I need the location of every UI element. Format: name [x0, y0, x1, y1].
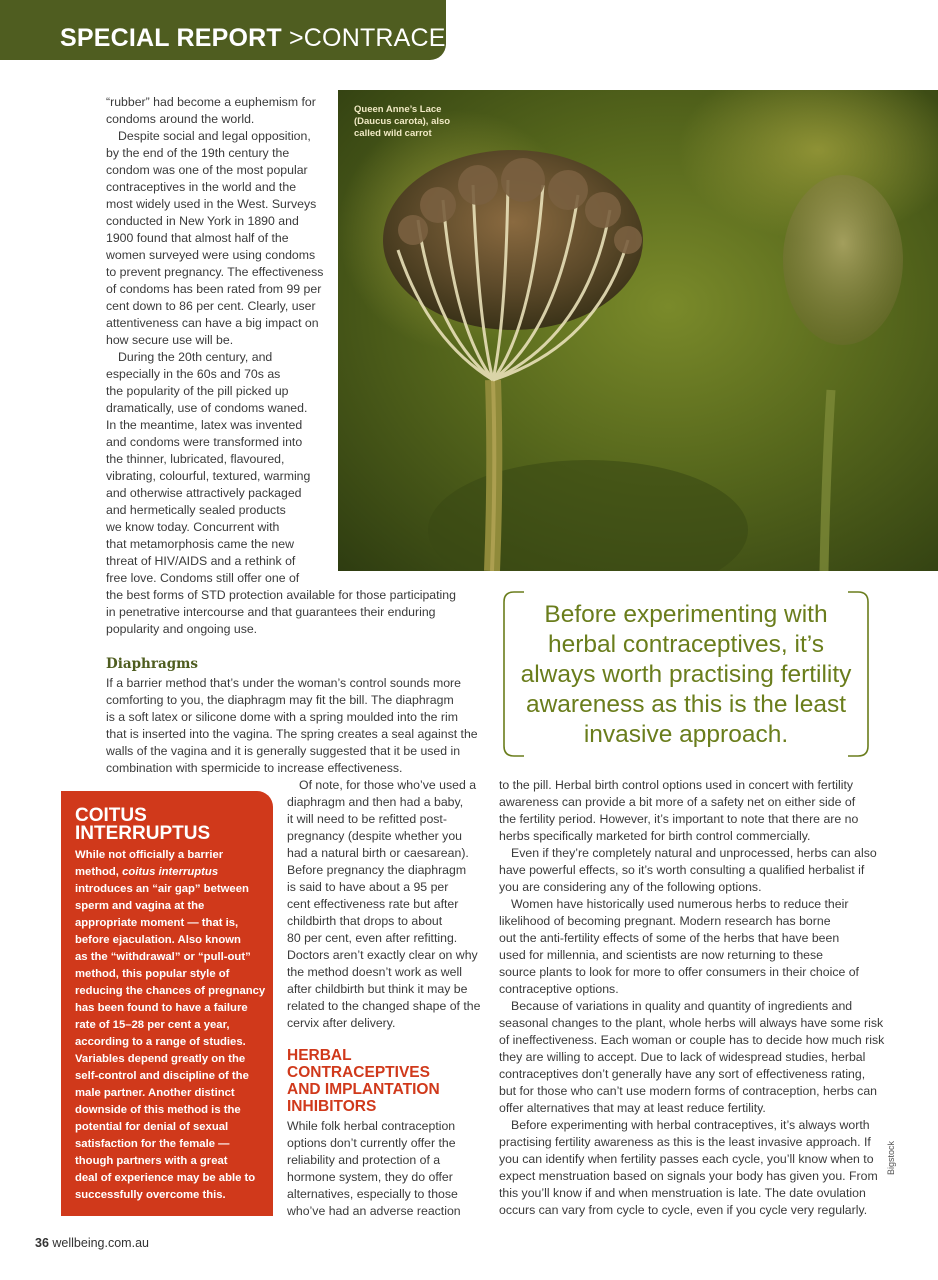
- text-line: introduces an “air gap” between: [75, 883, 249, 895]
- text-line: you are considering any of the following options.: [499, 880, 762, 894]
- text-line: awareness can provide a bit more of a safety net on either side of: [499, 795, 856, 809]
- text-line: cent effectiveness rate but after: [287, 897, 459, 911]
- page-footer: [35, 1236, 149, 1250]
- text-line: deal of experience may be able to: [75, 1172, 256, 1184]
- text-line: 1900 found that almost half of the: [106, 231, 289, 245]
- text-line: source plants to look for more to offer consumers in their choice of: [499, 965, 859, 979]
- text-line: offer alternatives that may at least reduce fertility.: [499, 1101, 766, 1115]
- photo-credit: Bigstock: [886, 1140, 896, 1175]
- text-line: that is inserted into the vagina. The spring creates a seal against the: [106, 727, 478, 741]
- text-line: condoms around the world.: [106, 112, 255, 126]
- pull-quote-text: [500, 600, 872, 750]
- text-line: it will need to be refitted post-: [287, 812, 447, 826]
- text-line: awareness as this is the least: [525, 691, 847, 718]
- text-line: to prevent pregnancy. The effectiveness: [106, 265, 324, 279]
- section-header: [0, 0, 524, 60]
- text-line: options don’t currently offer the: [287, 1136, 456, 1150]
- text-line: and hermetically sealed products: [106, 503, 286, 517]
- text-line: to the pill. Herbal birth control options used in concert with fertility: [499, 778, 854, 792]
- text-line: hormone system, they do offer: [287, 1170, 453, 1184]
- text-line: this you’ll know if and when menstruation is late. The date ovulation: [499, 1186, 866, 1200]
- text-line: the method doesn’t work as well: [287, 965, 462, 979]
- text-line: the best forms of STD protection available for those participating: [106, 588, 456, 602]
- text-line: herbs specifically marketed for birth control commercially.: [499, 829, 811, 843]
- text-line: Women have historically used numerous herbs to reduce their: [511, 897, 849, 911]
- coitus-heading-line: INTERRUPTUS: [75, 823, 211, 844]
- text-line: successfully overcome this.: [75, 1189, 226, 1201]
- diaphragms-text: [106, 675, 496, 777]
- text-line: and condoms were transformed into: [106, 435, 303, 449]
- text-line: seasonal changes to the plant, whole herbs will always have some risk: [499, 1016, 884, 1030]
- text-line: alternatives, especially to those: [287, 1187, 458, 1201]
- text-line: Because of variations in quality and quantity of ingredients and: [511, 999, 853, 1013]
- column-3-text: [499, 777, 884, 1219]
- text-line: women surveyed were using condoms: [106, 248, 316, 262]
- text-line: threat of HIV/AIDS and a rethink of: [106, 554, 296, 568]
- text-line: the thinner, lubricated, flavoured,: [106, 452, 285, 466]
- text-line: cent down to 86 per cent. Clearly, user: [106, 299, 316, 313]
- text-line: free love. Condoms still offer one of: [106, 571, 300, 585]
- text-line: before ejaculation. Also known: [75, 934, 241, 946]
- text-line: used for millennia, and scientists are now returning to these: [499, 948, 823, 962]
- text-line: but for those who can’t use modern forms of contraception, herbs can: [499, 1084, 877, 1098]
- text-line: you can identify when fertility passes each cycle, you’ll know when to: [499, 1152, 874, 1166]
- text-line: and otherwise attractively packaged: [106, 486, 302, 500]
- text-line: had a natural birth or caesarean).: [287, 846, 469, 860]
- text-line: Of note, for those who’ve used a: [299, 778, 477, 792]
- text-line: popularity and ongoing use.: [106, 622, 258, 636]
- text-line: Before experimenting with: [544, 601, 828, 628]
- text-line: In the meantime, latex was invented: [106, 418, 303, 432]
- column-2-text: [287, 777, 492, 1032]
- column-1-text: [106, 94, 506, 638]
- text-line: by the end of the 19th century the: [106, 146, 290, 160]
- caption-line: Queen Anne’s Lace: [354, 104, 442, 115]
- text-line: Before pregnancy the diaphragm: [287, 863, 467, 877]
- text-line: reliability and protection of a: [287, 1153, 441, 1167]
- site-url: wellbeing.com.au: [52, 1236, 149, 1250]
- text-line: vibrating, colourful, textured, warming: [106, 469, 311, 483]
- text-line: is a soft latex or silicone dome with a spring moulded into the rim: [106, 710, 458, 724]
- text-line: out the anti-fertility effects of some of the herbs that have been: [499, 931, 840, 945]
- page-number: 36: [35, 1236, 49, 1250]
- caption-line: (Daucus carota), also: [354, 116, 451, 127]
- text-line: If a barrier method that’s under the woman’s control sounds more: [106, 676, 461, 690]
- text-line: how secure use will be.: [106, 333, 234, 347]
- section-title: [60, 24, 523, 53]
- text-line: attentiveness can have a big impact on: [106, 316, 319, 330]
- section-label: SPECIAL REPORT: [60, 24, 282, 52]
- text-line: condom was one of the most popular: [106, 163, 308, 177]
- text-line: rate of 15–28 per cent a year,: [75, 1019, 230, 1031]
- text-line: according to a range of studies.: [75, 1036, 246, 1048]
- text-line: most widely used in the West. Surveys: [106, 197, 317, 211]
- text-line: invasive approach.: [583, 721, 789, 748]
- text-line: of ineffectiveness. Each woman or couple has to decide how much risk: [499, 1033, 885, 1047]
- text-line: Variables depend greatly on the: [75, 1053, 246, 1065]
- text-line: cervix after delivery.: [287, 1016, 396, 1030]
- text-line: contraceptive options.: [499, 982, 619, 996]
- text-line: after childbirth but think it may be: [287, 982, 468, 996]
- text-line: the fertility period. However, it’s important to note that there are no: [499, 812, 859, 826]
- herbal-heading-line: INHIBITORS: [287, 1098, 377, 1115]
- coitus-heading: [75, 807, 210, 843]
- text-line: who’ve had an adverse reaction: [287, 1204, 461, 1218]
- text-line: related to the changed shape of the: [287, 999, 481, 1013]
- text-line: appropriate moment — that is,: [75, 917, 239, 929]
- text-line: method, this popular style of: [75, 968, 230, 980]
- text-line: Before experimenting with herbal contraceptives, it’s always worth: [511, 1118, 870, 1132]
- text-line: practising fertility awareness as this is the least invasive approach. If: [499, 1135, 871, 1149]
- text-line: always worth practising fertility: [520, 661, 852, 688]
- text-line: dramatically, use of condoms waned.: [106, 401, 308, 415]
- herbal-heading-line: HERBAL: [287, 1047, 352, 1064]
- text-line: While not officially a barrier: [75, 849, 224, 861]
- text-line: occurs can vary from cycle to cycle, even if you cycle very regularly.: [499, 1203, 868, 1217]
- text-line: herbal contraceptives, it’s: [548, 631, 824, 658]
- text-line: combination with spermicide to increase effectiveness.: [106, 761, 403, 775]
- text-line: though partners with a great: [75, 1155, 228, 1167]
- text-line: Despite social and legal opposition,: [118, 129, 311, 143]
- text-line: contraceptives don’t generally have any sort of effectiveness rating,: [499, 1067, 866, 1081]
- section-separator: >: [288, 24, 304, 52]
- text-line: 80 per cent, even after refitting.: [287, 931, 458, 945]
- text-line: diaphragm and then had a baby,: [287, 795, 464, 809]
- text-line: childbirth that drops to about: [287, 914, 443, 928]
- coitus-interruptus-box: [61, 791, 273, 1216]
- text-line: While folk herbal contraception: [287, 1119, 456, 1133]
- text-line: is said to have about a 95 per: [287, 880, 449, 894]
- herbal-heading: [287, 1047, 440, 1115]
- text-line: that metamorphosis came the new: [106, 537, 294, 551]
- text-line: “rubber” had become a euphemism for: [106, 95, 316, 109]
- text-line: sperm and vagina at the: [75, 900, 205, 912]
- text-line: has been found to have a failure: [75, 1002, 248, 1014]
- text-line: Even if they’re completely natural and unprocessed, herbs can also: [511, 846, 877, 860]
- text-line: in penetrative intercourse and that guarantees their enduring: [106, 605, 436, 619]
- caption-line: called wild carrot: [354, 128, 432, 139]
- text-line: the popularity of the pill picked up: [106, 384, 289, 398]
- herbal-heading-line: CONTRACEPTIVES: [287, 1064, 430, 1081]
- text-line: self-control and discipline of the: [75, 1070, 249, 1082]
- text-line: potential for denial of sexual: [75, 1121, 229, 1133]
- herbal-heading-line: AND IMPLANTATION: [287, 1081, 440, 1098]
- text-line: method, coitus interruptus: [75, 866, 219, 878]
- coitus-text: [75, 847, 271, 1204]
- text-line: During the 20th century, and: [118, 350, 273, 364]
- text-line: male partner. Another distinct: [75, 1087, 235, 1099]
- text-line: likelihood of becoming pregnant. Modern research has borne: [499, 914, 831, 928]
- text-line: reducing the chances of pregnancy: [75, 985, 266, 997]
- text-line: contraceptives in the world and the: [106, 180, 297, 194]
- herbal-text: [287, 1118, 492, 1220]
- text-line: downside of this method is the: [75, 1104, 241, 1116]
- text-line: of condoms has been rated from 99 per: [106, 282, 322, 296]
- text-line: walls of the vagina and it is generally suggested that it be used in: [106, 744, 461, 758]
- section-topic: CONTRACEPTION: [303, 24, 524, 52]
- text-line: satisfaction for the female —: [75, 1138, 230, 1150]
- text-line: we know today. Concurrent with: [106, 520, 280, 534]
- diaphragms-heading: Diaphragms: [106, 656, 199, 672]
- pull-quote: [500, 590, 872, 758]
- text-line: have powerful effects, so it’s worth consulting a qualified herbalist if: [499, 863, 865, 877]
- text-line: as the “withdrawal” or “pull-out”: [75, 951, 251, 963]
- text-line: comforting to you, the diaphragm may fit the bill. The diaphragm: [106, 693, 454, 707]
- text-line: conducted in New York in 1890 and: [106, 214, 299, 228]
- text-line: especially in the 60s and 70s as: [106, 367, 281, 381]
- coitus-heading-line: COITUS: [75, 805, 147, 826]
- text-line: Doctors aren’t exactly clear on why: [287, 948, 478, 962]
- text-line: pregnancy (despite whether you: [287, 829, 462, 843]
- text-line: they are willing to accept. Due to lack of widespread studies, herbal: [499, 1050, 866, 1064]
- text-line: expect menstruation based on signals your body has given you. From: [499, 1169, 878, 1183]
